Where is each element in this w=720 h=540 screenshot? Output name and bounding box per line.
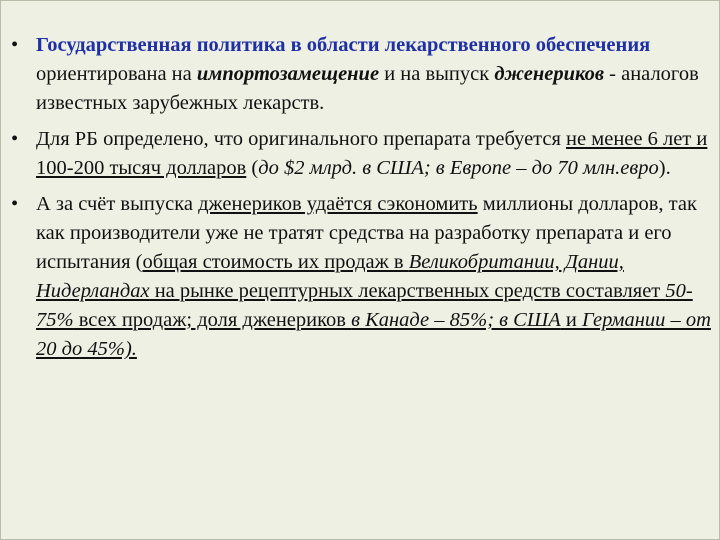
- text-run: и на выпуск: [379, 63, 495, 85]
- bullet-marker: •: [11, 128, 19, 150]
- italic-cost-comparison: до $2 млрд. в США; в Европе – до 70 млн.евро: [258, 157, 659, 179]
- bullet-item-3: [11, 190, 711, 364]
- bullet-list: [11, 31, 711, 371]
- emphasis-generics: дженериков: [494, 63, 605, 85]
- text-run: А за счёт выпуска: [36, 193, 199, 215]
- emphasis-import-substitution: импортозамещение: [196, 63, 380, 85]
- text-run: Для РБ определено, что: [36, 128, 249, 150]
- underlined-run: на рынке рецептурных лекарственных средств составляет: [149, 280, 666, 302]
- underlined-run: всех продаж; доля дженериков: [73, 309, 352, 331]
- underlined-cost: не менее 6 лет и 100-200 тысяч долларов: [36, 128, 708, 179]
- italic-share: 50-75%: [36, 280, 693, 331]
- bullet-item-2: [11, 125, 711, 183]
- italic-countries: Великобритании, Дании, Нидерландах: [36, 251, 624, 302]
- italic-canada-usa: в Канаде – 85%; в США: [351, 309, 561, 331]
- italic-germany: Германии – от 20 до 45%).: [36, 309, 711, 360]
- text-run: ориентирована на: [36, 63, 197, 85]
- bullet-marker: •: [11, 34, 19, 56]
- text-run: миллионы долларов, так как производители уже не тратят средства на разработку препарата и его испытания (: [36, 193, 697, 273]
- bullet-item-1: [11, 31, 711, 118]
- underlined-run: и: [560, 309, 582, 331]
- policy-heading: Государственная политика в области лекарственного обеспечения: [36, 34, 651, 56]
- underlined-savings: дженериков удаётся сэкономить: [198, 193, 478, 215]
- text-run: - аналогов известных зарубежных лекарств.: [36, 63, 699, 114]
- text-run: ).: [658, 157, 671, 179]
- text-run: (: [246, 157, 259, 179]
- bullet-marker: •: [11, 193, 19, 215]
- text-run: оригинального препарата требуется: [248, 128, 567, 150]
- underlined-run: общая стоимость их продаж в: [142, 251, 409, 273]
